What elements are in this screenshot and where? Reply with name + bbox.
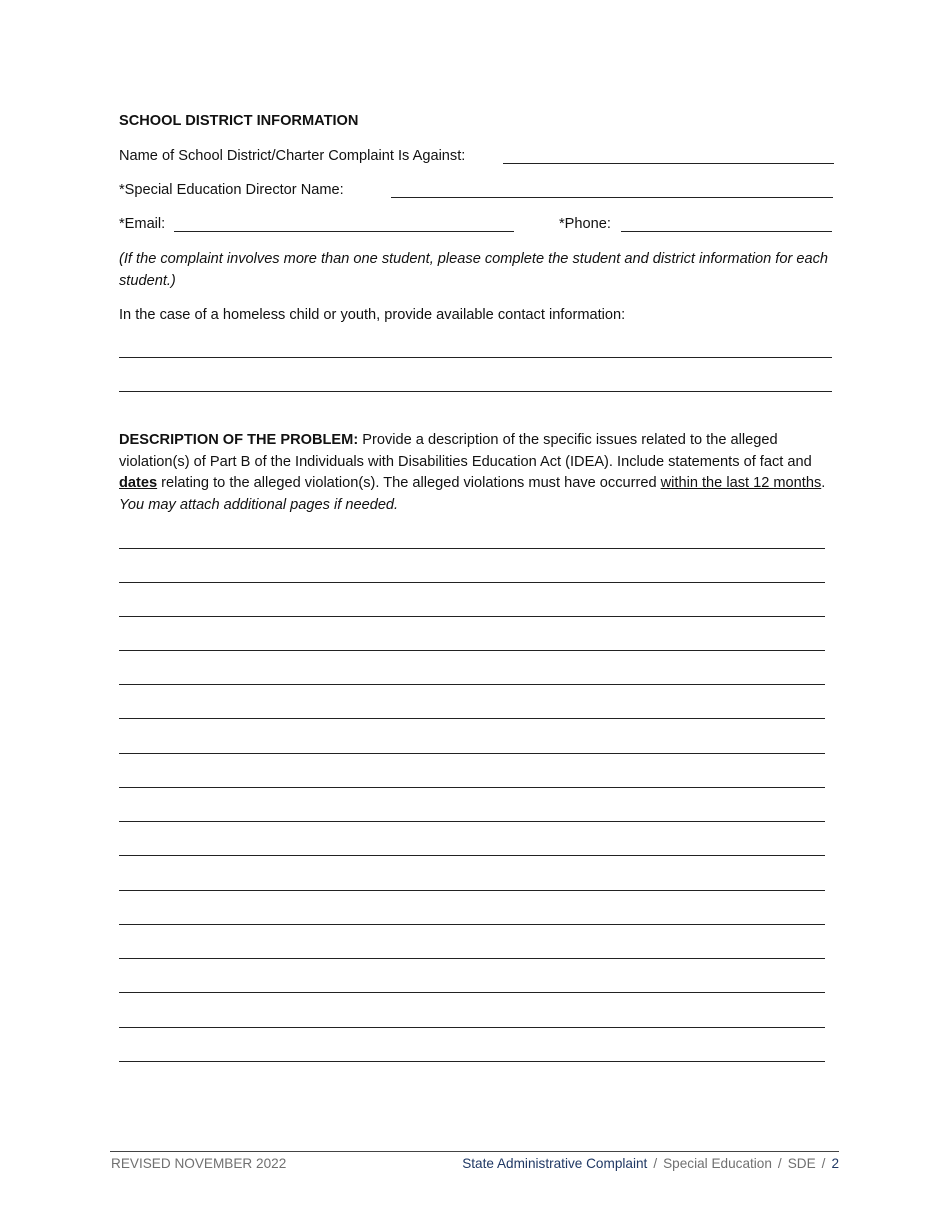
description-line[interactable] bbox=[119, 787, 825, 788]
district-name-field[interactable] bbox=[503, 163, 834, 164]
problem-text: . bbox=[821, 475, 826, 491]
description-line[interactable] bbox=[119, 548, 825, 549]
footer-doc-title: State Administrative Complaint bbox=[462, 1156, 648, 1171]
description-line[interactable] bbox=[119, 650, 825, 651]
homeless-contact-line[interactable] bbox=[119, 391, 832, 392]
attach-note: You may attach additional pages if needed. bbox=[119, 496, 399, 513]
homeless-contact-line[interactable] bbox=[119, 357, 832, 358]
description-line[interactable] bbox=[119, 958, 825, 959]
footer-breadcrumb bbox=[462, 1156, 839, 1171]
description-line[interactable] bbox=[119, 1061, 825, 1062]
footer-divider bbox=[110, 1151, 839, 1152]
section-heading-problem: DESCRIPTION OF THE PROBLEM: bbox=[119, 432, 359, 448]
multi-student-note: (If the complaint involves more than one student, please complete the student and district information for each student.) bbox=[119, 251, 829, 289]
director-name-label: *Special Education Director Name: bbox=[119, 182, 344, 198]
problem-instructions bbox=[119, 430, 835, 516]
description-line[interactable] bbox=[119, 1027, 825, 1028]
phone-field[interactable] bbox=[621, 231, 832, 232]
problem-text: relating to the alleged violation(s). The alleged violations must have occurred bbox=[157, 475, 661, 491]
email-field[interactable] bbox=[174, 231, 514, 232]
description-line[interactable] bbox=[119, 992, 825, 993]
homeless-contact-label: In the case of a homeless child or youth, provide available contact information: bbox=[119, 307, 626, 323]
problem-text: Provide a description of the specific issues related to the alleged violation(s) of Part B of the Individuals with Disabilities Education Act (IDEA). Include statements of fact and bbox=[119, 432, 812, 470]
description-line[interactable] bbox=[119, 821, 825, 822]
description-line[interactable] bbox=[119, 718, 825, 719]
revised-date: REVISED NOVEMBER 2022 bbox=[111, 1156, 287, 1171]
footer-agency: SDE bbox=[787, 1156, 816, 1171]
footer-dept: Special Education bbox=[663, 1156, 772, 1171]
phone-label: *Phone: bbox=[559, 216, 611, 232]
email-label: *Email: bbox=[119, 216, 166, 232]
description-line[interactable] bbox=[119, 616, 825, 617]
description-line[interactable] bbox=[119, 684, 825, 685]
description-line[interactable] bbox=[119, 890, 825, 891]
footer-separator: / bbox=[821, 1156, 826, 1171]
page-number: 2 bbox=[831, 1156, 839, 1171]
section-heading-district: SCHOOL DISTRICT INFORMATION bbox=[119, 113, 359, 129]
description-line[interactable] bbox=[119, 855, 825, 856]
district-name-label: Name of School District/Charter Complaint Is Against: bbox=[119, 148, 466, 164]
description-line[interactable] bbox=[119, 924, 825, 925]
description-line[interactable] bbox=[119, 582, 825, 583]
dates-emphasis: dates bbox=[119, 475, 158, 491]
footer-separator: / bbox=[653, 1156, 658, 1171]
description-line[interactable] bbox=[119, 753, 825, 754]
within-12-months-emphasis: within the last 12 months bbox=[660, 475, 822, 491]
director-name-field[interactable] bbox=[391, 197, 833, 198]
footer-separator: / bbox=[777, 1156, 782, 1171]
